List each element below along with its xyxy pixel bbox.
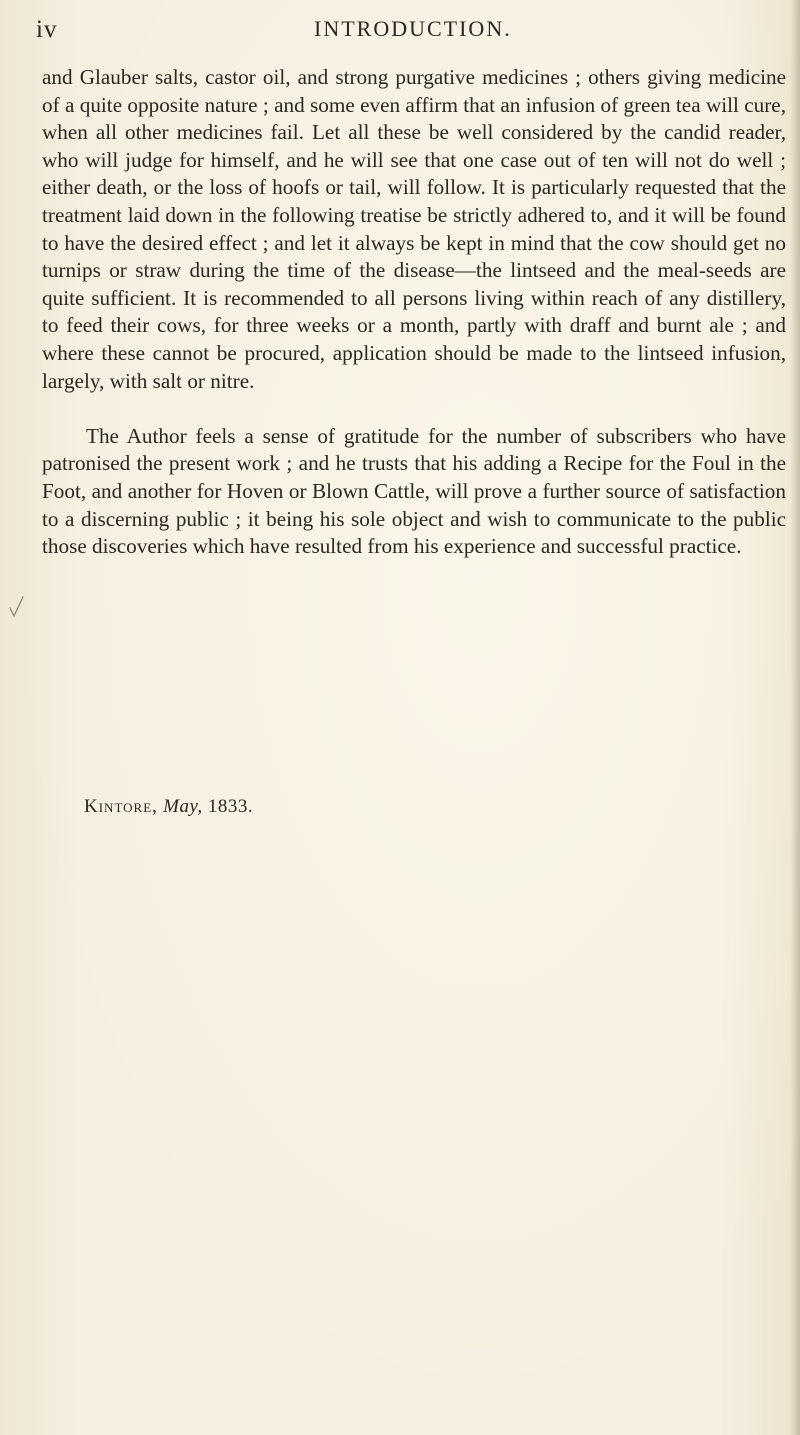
signature-month: May,: [163, 796, 203, 817]
running-head: [36, 16, 556, 56]
paragraph-continued: and Glauber salts, castor oil, and strong purgative medicines ; others giving medicine of a quite opposite nature ; and some even affirm that an infusion of green tea will cure, when all other medicines fail. Let all these be well considered by the candid reader, who will judge for himself, and he will see that one case out of ten will not do well ; either death, or the loss of hoofs or tail, will follow. It is particularly requested that the treatment laid down in the following treatise be strictly adhered to, and it will be found to have the desired effect ; and let it always be kept in mind that the cow should get no turnips or straw during the time of the disease—the lintseed and the meal-seeds are quite sufficient. It is recommended to all persons living within reach of any distillery, to feed their cows, for three weeks or a month, partly with draff and burnt ale ; and where these cannot be procured, application should be made to the lintseed infusion, largely, with salt or nitre.: [42, 65, 786, 393]
signature-dateline: [84, 796, 253, 818]
paragraph-author-gratitude: The Author feels a sense of gratitude for the number of subscribers who have patronised the present work ; and he trusts that his adding a Recipe for the Foul in the Foot, and another for Hoven or Blown Cattle, will prove a further source of satisfaction to a discerning public ; it being his sole object and wish to communicate to the public those discoveries which have resulted from his experience and successful practice.: [42, 423, 786, 559]
page-edge-shadow: [790, 0, 800, 1435]
running-title: INTRODUCTION.: [314, 16, 512, 41]
page-number: iv: [36, 16, 58, 43]
signature-year: 1833.: [207, 796, 254, 817]
body-text: [42, 64, 786, 561]
pencil-tick-mark: [8, 594, 26, 622]
signature-place: Kintore,: [84, 796, 158, 817]
